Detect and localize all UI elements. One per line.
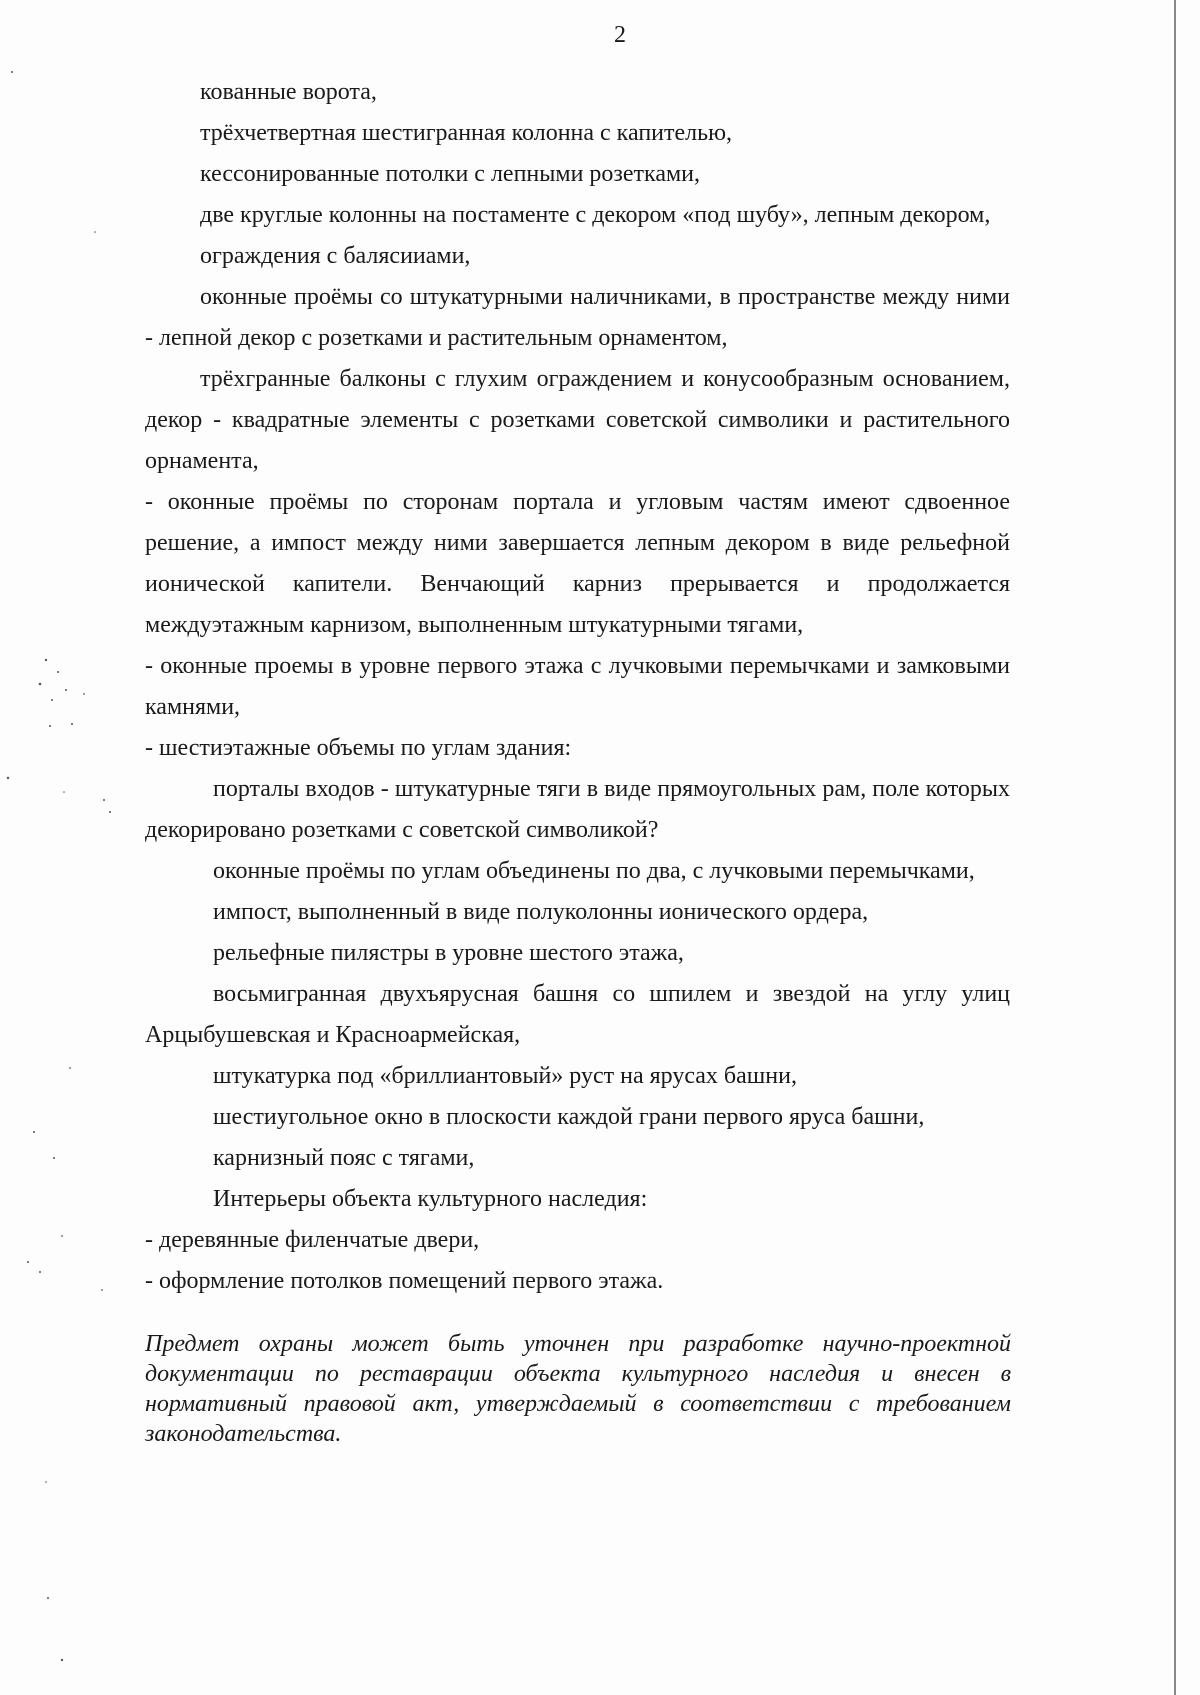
paragraph-17: шестиугольное окно в плоскости каждой грани первого яруса башни, <box>213 1104 925 1130</box>
preservation-note: Предмет охраны может быть уточнен при разработке научно-проектной документации по реставрации объекта культурного наследия и внесен в нормативный правовой акт, утверждаемый в соответствии с требованием законодательства. <box>145 1331 1011 1447</box>
paragraph-1: кованные ворота, <box>200 79 377 105</box>
paragraph-2: трёхчетвертная шестигранная колонна с капителью, <box>200 120 732 146</box>
paragraph-21: - оформление потолков помещений первого этажа. <box>145 1268 664 1294</box>
paragraph-7: трёхгранные балконы с глухим ограждением и конусообразным основанием, декор - квадратные элементы с розетками советской символики и растительного орнамента, <box>145 366 1010 474</box>
paragraph-16: штукатурка под «бриллиантовый» руст на ярусах башни, <box>213 1063 797 1089</box>
paragraph-5: ограждения с балясииами, <box>200 243 471 269</box>
paragraph-20: - деревянные филенчатые двери, <box>145 1227 480 1253</box>
scan-noise <box>0 0 140 1695</box>
paragraph-14: рельефные пилястры в уровне шестого этажа, <box>213 940 684 966</box>
paragraph-12: оконные проёмы по углам объединены по два, с лучковыми перемычками, <box>213 858 975 884</box>
paragraph-9: - оконные проемы в уровне первого этажа с лучковыми перемычками и замковыми камнями, <box>145 653 1010 720</box>
paragraph-10: - шестиэтажные объемы по углам здания: <box>145 735 572 761</box>
page-edge-line <box>1174 0 1176 1695</box>
paragraph-11: порталы входов - штукатурные тяги в виде прямоугольных рам, поле которых декорировано розетками с советской символикой? <box>145 776 1010 843</box>
body-text <box>145 72 1010 1302</box>
page-number: 2 <box>614 22 626 48</box>
paragraph-3: кессонированные потолки с лепными розетками, <box>200 161 701 187</box>
paragraph-15: восьмигранная двухъярусная башня со шпилем и звездой на углу улиц Арцыбушевская и Красноармейская, <box>145 981 1010 1048</box>
paragraph-4: две круглые колонны на постаменте с декором «под шубу», лепным декором, <box>200 202 991 228</box>
paragraph-19: Интерьеры объекта культурного наследия: <box>213 1186 648 1212</box>
paragraph-8: - оконные проёмы по сторонам портала и угловым частям имеют сдвоенное решение, а импост между ними завершается лепным декором в виде рельефной ионической капители. Венчающий карниз прерывается и продолжается междуэтажным карнизом, выполненным штукатурными тягами, <box>145 489 1010 638</box>
paragraph-13: импост, выполненный в виде полуколонны ионического ордера, <box>213 899 869 925</box>
paragraph-6: оконные проёмы со штукатурными наличниками, в пространстве между ними - лепной декор с розетками и растительным орнаментом, <box>145 284 1010 351</box>
paragraph-18: карнизный пояс с тягами, <box>213 1145 475 1171</box>
